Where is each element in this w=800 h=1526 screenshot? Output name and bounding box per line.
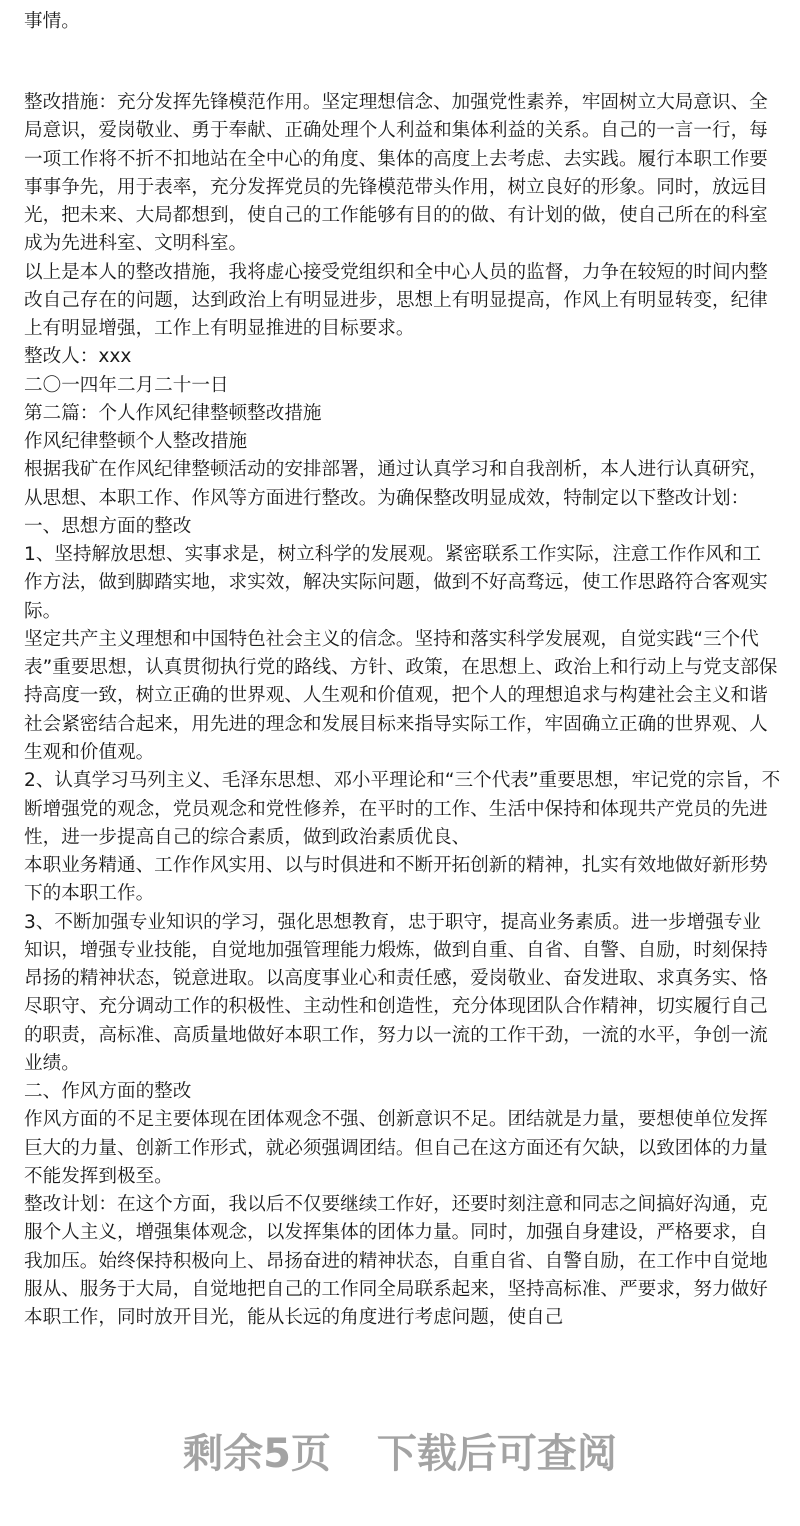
text-line: 性，进一步提高自己的综合素质，做到政治素质优良、: [24, 826, 471, 848]
text-line: 际。: [24, 600, 62, 622]
text-line: 1、坚持解放思想、实事求是，树立科学的发展观。紧密联系工作实际，注意工作作风和工: [24, 544, 761, 566]
text-line: 作风方面的不足主要体现在团体观念不强、创新意识不足。团结就是力量，要想使单位发挥: [24, 1109, 768, 1131]
text-line: 二、作风方面的整改: [24, 1081, 192, 1103]
text-line: 下的本职工作。: [24, 883, 155, 905]
text-line: 局意识，爱岗敬业、勇于奉献、正确处理个人利益和集体利益的关系。自己的一言一行，每: [24, 120, 768, 142]
text-line: 尽职守、充分调动工作的积极性、主动性和创造性，充分体现团队合作精神，切实履行自己: [24, 996, 768, 1018]
text-line: 知识，增强专业技能，自觉地加强管理能力煅炼，做到自重、自省、自警、自励，时刻保持: [24, 939, 768, 961]
text-line: 光，把未来、大局都想到，使自己的工作能够有目的的做、有计划的做，使自己所在的科室: [24, 205, 768, 227]
text-line: 改自己存在的问题，达到政治上有明显进步，思想上有明显提高，作风上有明显转变，纪律: [24, 289, 768, 311]
text-line: 一、思想方面的整改: [24, 515, 192, 537]
text-line: 以上是本人的整改措施，我将虚心接受党组织和全中心人员的监督，力争在较短的时间内整: [24, 261, 768, 283]
text-line: 表”重要思想，认真贯彻执行党的路线、方针、政策，在思想上、政治上和行动上与党支部保: [24, 657, 778, 679]
text-line: 坚定共产主义理想和中国特色社会主义的信念。坚持和落实科学发展观，自觉实践“三个代: [24, 628, 759, 650]
text-line: 作风纪律整顿个人整改措施: [24, 431, 248, 453]
text-line: 二〇一四年二月二十一日: [24, 374, 229, 396]
text-line: 从思想、本职工作、作风等方面进行整改。为确保整改明显成效，特制定以下整改计划：: [24, 487, 750, 509]
text-line: 昂扬的精神状态，锐意进取。以高度事业心和责任感，爱岗敬业、奋发进取、求真务实、恪: [24, 968, 768, 990]
text-line: 一项工作将不折不扣地站在全中心的角度、集体的高度上去考虑、去实践。履行本职工作要: [24, 148, 768, 170]
text-line: 服从、服务于大局，自觉地把自己的工作同全局联系起来，坚持高标准、严要求，努力做好: [24, 1278, 768, 1300]
text-line: 整改计划：在这个方面，我以后不仅要继续工作好，还要时刻注意和同志之间搞好沟通，克: [24, 1194, 768, 1216]
text-line: 持高度一致，树立正确的世界观、人生观和价值观，把个人的理想追求与构建社会主义和谐: [24, 685, 768, 707]
text-line: 第二篇：个人作风纪律整顿整改措施: [24, 402, 322, 424]
text-line: 成为先进科室、文明科室。: [24, 233, 248, 255]
text-line: 根据我矿在作风纪律整顿活动的安排部署，通过认真学习和自我剖析，本人进行认真研究，: [24, 459, 768, 481]
text-line: 事情。: [24, 11, 80, 32]
text-line: 本职工作，同时放开目光，能从长远的角度进行考虑问题，使自己: [24, 1307, 564, 1329]
text-line: 上有明显增强，工作上有明显推进的目标要求。: [24, 318, 415, 340]
download-prompt[interactable]: [0, 1422, 800, 1479]
remaining-pages-label: 剩余5页: [183, 1431, 331, 1477]
text-line: 社会紧密结合起来，用先进的理念和发展目标来指导实际工作，牢固确立正确的世界观、人: [24, 713, 768, 735]
text-line: 整改人：xxx: [24, 346, 132, 368]
text-line: 整改措施：充分发挥先锋模范作用。坚定理想信念、加强党性素养，牢固树立大局意识、全: [24, 92, 768, 113]
download-to-view-label: 下载后可查阅: [376, 1431, 617, 1477]
text-line: 作方法，做到脚踏实地，求实效，解决实际问题，做到不好高骛远，使工作思路符合客观实: [24, 572, 768, 594]
text-line: 3、不断加强专业知识的学习，强化思想教育，忠于职守，提高业务素质。进一步增强专业: [24, 911, 761, 933]
text-line: 断增强党的观念，党员观念和党性修养，在平时的工作、生活中保持和体现共产党员的先进: [24, 798, 768, 820]
text-line: 的职责，高标准、高质量地做好本职工作，努力以一流的工作干劲，一流的水平，争创一流: [24, 1024, 768, 1046]
text-line: 生观和价值观。: [24, 741, 155, 763]
text-line: 2、认真学习马列主义、毛泽东思想、邓小平理论和“三个代表”重要思想，牢记党的宗旨，不: [24, 770, 781, 792]
text-line: 巨大的力量、创新工作形式，就必须强调团结。但自己在这方面还有欠缺，以致团体的力量: [24, 1137, 768, 1159]
text-line: 不能发挥到极至。: [24, 1165, 173, 1187]
text-line: 服个人主义，增强集体观念，以发挥集体的团体力量。同时，加强自身建设，严格要求，自: [24, 1222, 768, 1244]
text-line: 本职业务精通、工作作风实用、以与时俱进和不断开拓创新的精神，扎实有效地做好新形势: [24, 855, 768, 877]
text-line: 业绩。: [24, 1052, 80, 1074]
text-line: 我加压。始终保持积极向上、昂扬奋进的精神状态，自重自省、自警自励，在工作中自觉地: [24, 1250, 768, 1272]
text-line: 事事争先，用于表率，充分发挥党员的先锋模范带头作用，树立良好的形象。同时，放远目: [24, 176, 768, 198]
